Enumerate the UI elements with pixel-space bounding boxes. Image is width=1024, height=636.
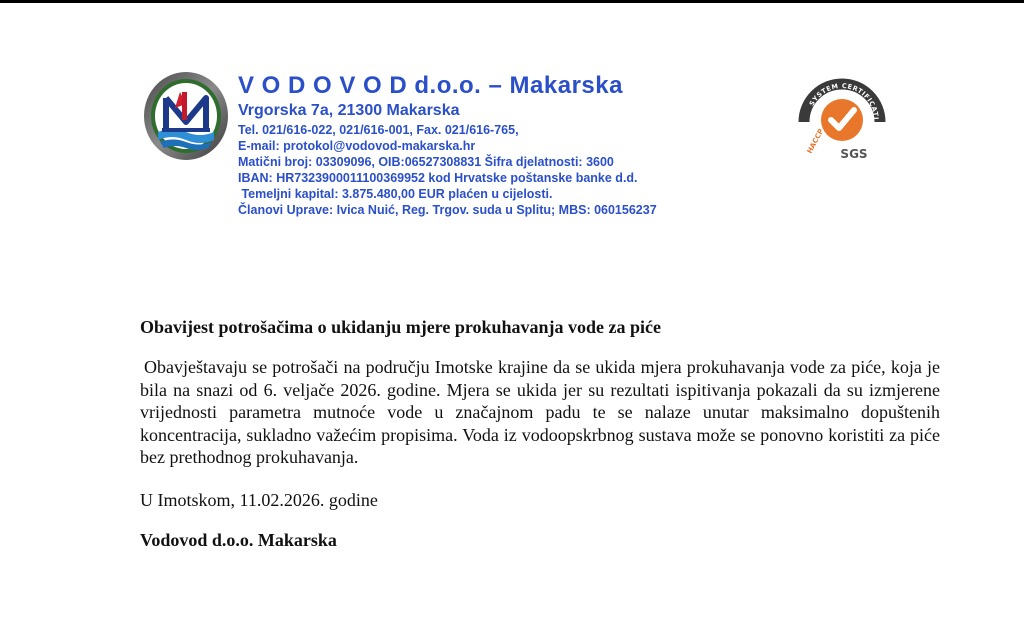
contact-email: E-mail: protokol@vodovod-makarska.hr [238,139,476,153]
registration-number: Matični broj: 03309096, OIB:06527308831 Šifra djelatnosti: 3600 [238,155,614,169]
company-name: V O D O V O D d.o.o. – Makarska [238,72,623,99]
company-address: Vrgorska 7a, 21300 Makarska [238,102,460,119]
contact-details [238,122,657,218]
cert-ring-text: SYSTEM CERTIFICATI [807,81,881,121]
cert-brand: SGS [840,147,868,161]
signature: Vodovod d.o.o. Makarska [140,529,337,550]
letterhead [238,72,657,218]
certification-logo [796,68,888,164]
management-line: Članovi Uprave: Ivica Nuić, Reg. Trgov. suda u Splitu; MBS: 060156237 [238,203,657,217]
company-logo [142,70,230,162]
capital-line: Temeljni kapital: 3.875.480,00 EUR plaćen u cijelosti. [238,187,553,201]
notice-content [140,316,940,551]
cert-side-text: HACCP [805,127,826,155]
place-and-date: U Imotskom, 11.02.2026. godine [140,489,378,510]
notice-body: Obavještavaju se potrošači na području Imotske krajine da se ukida mjera prokuhavanja vode za piće, koja je bila na snazi od 6. veljače 2026. godine. Mjera se ukida jer su rezultati ispitivanja pokazali da su izmjerene vrijednosti parametra mutnoće vode u značajnom padu te se nalaze unutar maksimalno dopuštenih koncentracija, sukladno važećim propisima. Voda iz vodoopskrbnog sustava može se ponovno koristiti za piće bez prethodnog prokuhavanja. [140,357,940,467]
top-border [0,0,1024,3]
iban-line: IBAN: HR7323900011100369952 kod Hrvatske poštanske banke d.d. [238,171,638,185]
notice-title: Obavijest potrošačima o ukidanju mjere prokuhavanja vode za piće [140,317,662,337]
contact-phone-fax: Tel. 021/616-022, 021/616-001, Fax. 021/616-765, [238,123,519,137]
